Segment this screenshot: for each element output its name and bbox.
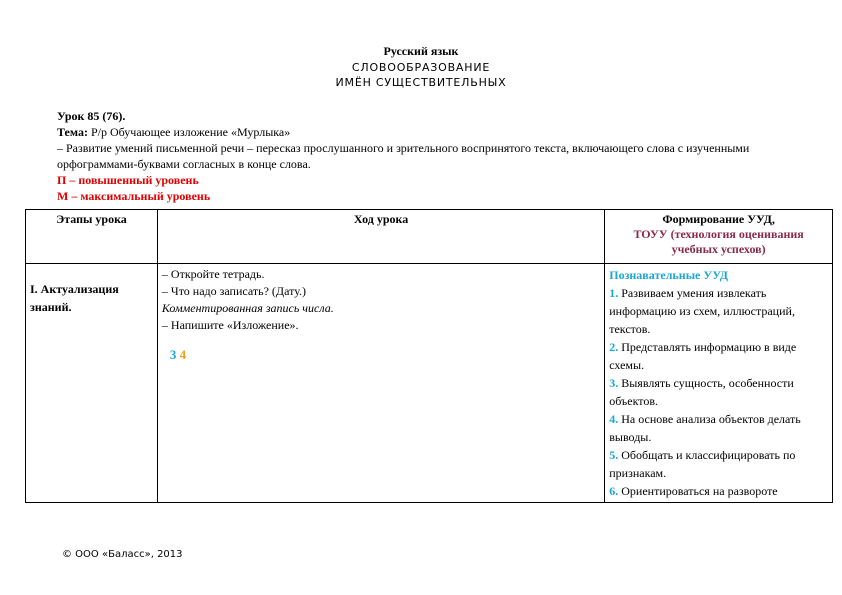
- stage-cell: I. Актуализация знаний.: [26, 264, 158, 503]
- number-4: 4: [179, 347, 187, 362]
- step-item: – Откройте тетрадь.: [161, 267, 265, 281]
- step-item: – Напишите «Изложение».: [161, 318, 299, 332]
- level-p: П – повышенный уровень: [57, 173, 199, 187]
- steps-cell: [157, 264, 604, 503]
- topic-line-2: ИМЁН СУЩЕСТВИТЕЛЬНЫХ: [335, 76, 507, 89]
- uud-item-text: Развиваем умения извлекать информацию из схем, иллюстраций, текстов.: [609, 286, 795, 336]
- table-header-row: [26, 210, 833, 264]
- level-numbers: [170, 346, 600, 363]
- lesson-goal: – Развитие умений письменной речи – пересказ прослушанного и зрительного воспринятого текста, включающего слова с изученными орфограммами-буквами согласных в конце слова.: [57, 141, 750, 171]
- uud-cell: [605, 264, 833, 503]
- col-uud-title: Формирование УУД,: [662, 212, 775, 226]
- uud-title: Познавательные УУД: [609, 268, 729, 282]
- uud-item-number: 6.: [609, 484, 619, 498]
- lesson-meta: [57, 108, 797, 204]
- lesson-theme: [57, 124, 797, 140]
- uud-item-number: 3.: [609, 376, 619, 390]
- theme-label: Тема:: [57, 125, 88, 139]
- uud-item-number: 4.: [609, 412, 619, 426]
- uud-item-text: Представлять информацию в виде схемы.: [609, 340, 797, 372]
- table-row: [26, 264, 833, 503]
- col-stages-header: Этапы урока: [26, 210, 158, 264]
- uud-item: [609, 410, 828, 446]
- uud-item-text: Ориентироваться на развороте: [621, 484, 778, 498]
- topic-title: [0, 60, 842, 90]
- uud-item: [609, 284, 828, 338]
- col-uud-toou: ТОУУ (технология оценивания учебных успехов): [633, 227, 804, 256]
- uud-item: [609, 374, 828, 410]
- subject-title: Русский язык: [383, 44, 459, 58]
- uud-item-text: Обобщать и классифицировать по признакам.: [609, 448, 796, 480]
- topic-line-1: СЛОВООБРАЗОВАНИЕ: [351, 61, 491, 74]
- uud-item-text: Выявлять сущность, особенности объектов.: [609, 376, 794, 408]
- lesson-number: Урок 85 (76).: [57, 109, 126, 123]
- uud-item: [609, 482, 828, 500]
- step-item: – Что надо записать? (Дату.): [161, 284, 307, 298]
- uud-item-number: 2.: [609, 340, 619, 354]
- theme-value: Р/р Обучающее изложение «Мурлыка»: [90, 125, 291, 139]
- lesson-table: [25, 209, 833, 503]
- level-m: М – максимальный уровень: [57, 189, 211, 203]
- copyright-footer: © ООО «Баласс», 2013: [62, 549, 183, 560]
- step-item: Комментированная запись числа.: [161, 301, 334, 315]
- uud-item: [609, 338, 828, 374]
- uud-item-number: 5.: [609, 448, 619, 462]
- uud-item-number: 1.: [609, 286, 619, 300]
- col-progress-header: Ход урока: [157, 210, 604, 264]
- col-uud-header: [605, 210, 833, 264]
- uud-item: [609, 446, 828, 482]
- uud-item-text: На основе анализа объектов делать выводы.: [609, 412, 801, 444]
- number-3: 3: [169, 347, 177, 362]
